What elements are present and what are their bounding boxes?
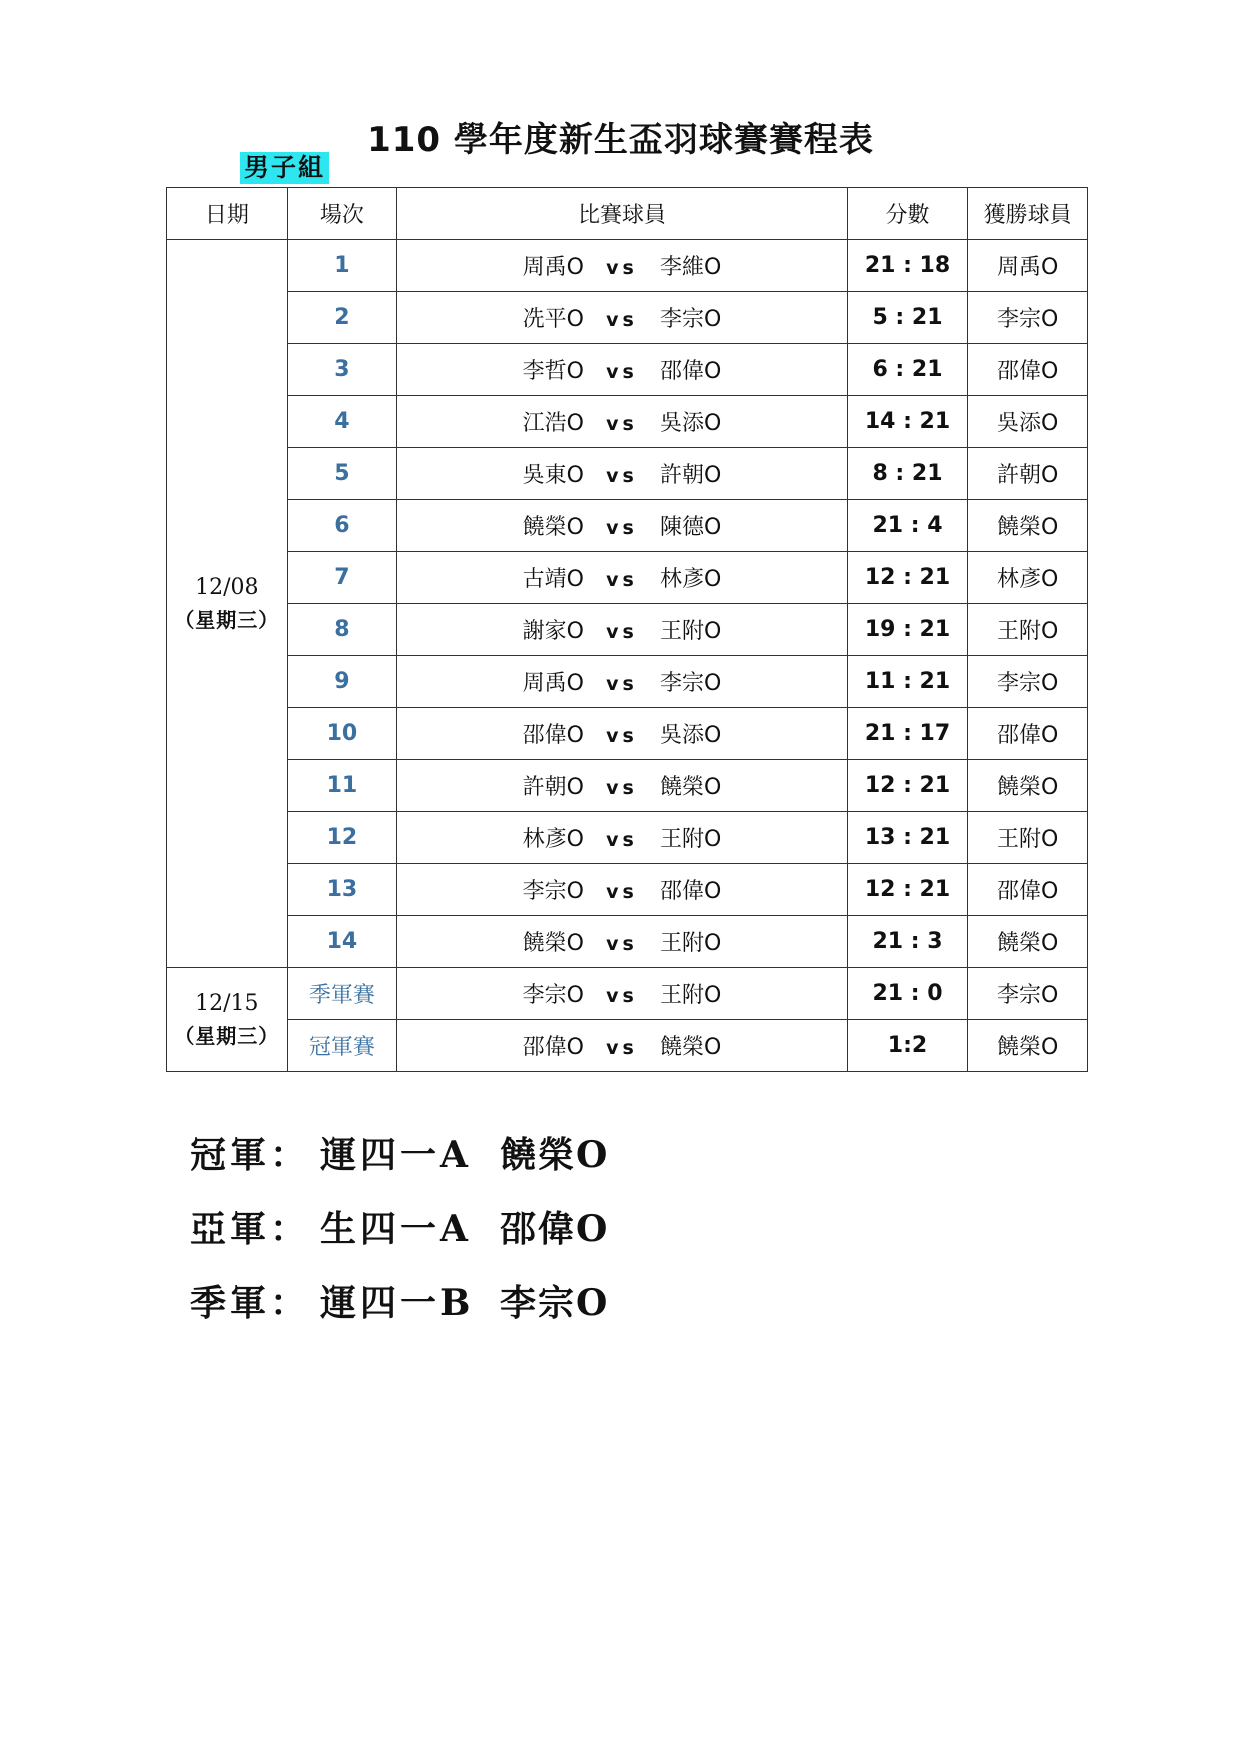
player-2: 陳德O [659,515,722,540]
award-title: 冠軍： [190,1134,311,1176]
match-number: 5 [287,448,397,500]
score-cell: 12 : 21 [847,552,968,604]
award-title: 季軍： [190,1282,311,1324]
weekday-value: （星期三） [174,607,280,632]
players-cell [397,396,847,448]
match-number: 8 [287,604,397,656]
player-2: 饒榮O [659,1035,722,1060]
players-cell [397,708,847,760]
vs-label: vs [606,725,638,747]
awards-list [190,1118,609,1340]
players-cell [397,812,847,864]
player-2: 李宗O [659,307,722,332]
player-1: 周禹O [522,671,584,696]
player-2: 王附O [659,827,722,852]
award-name: 邵偉O [500,1208,610,1250]
players-cell [397,344,847,396]
score-cell: 14 : 21 [847,396,968,448]
winner-cell: 邵偉O [968,864,1088,916]
player-1: 江浩O [522,411,584,436]
match-number: 10 [287,708,397,760]
score-cell: 21 : 0 [847,968,968,1020]
vs-label: vs [606,881,638,903]
score-cell: 21 : 18 [847,240,968,292]
table-row [167,344,1088,396]
vs-label: vs [606,413,638,435]
award-row-runner-up [190,1192,609,1266]
players-cell [397,448,847,500]
vs-label: vs [606,777,638,799]
table-row [167,864,1088,916]
match-number: 冠軍賽 [287,1020,397,1072]
winner-cell: 許朝O [968,448,1088,500]
players-cell [397,240,847,292]
player-2: 王附O [659,983,722,1008]
match-number: 4 [287,396,397,448]
players-cell [397,292,847,344]
vs-label: vs [606,985,638,1007]
vs-label: vs [606,465,638,487]
winner-cell: 林彥O [968,552,1088,604]
vs-label: vs [606,621,638,643]
vs-label: vs [606,1037,638,1059]
score-cell: 5 : 21 [847,292,968,344]
match-number: 12 [287,812,397,864]
winner-cell: 饒榮O [968,500,1088,552]
player-2: 李維O [659,255,722,280]
winner-cell: 王附O [968,604,1088,656]
player-1: 林彥O [522,827,584,852]
table-row [167,552,1088,604]
score-cell: 8 : 21 [847,448,968,500]
winner-cell: 邵偉O [968,344,1088,396]
table-row [167,708,1088,760]
score-cell: 13 : 21 [847,812,968,864]
score-cell: 12 : 21 [847,864,968,916]
match-number: 13 [287,864,397,916]
player-2: 吳添O [659,411,722,436]
award-name: 李宗O [500,1282,610,1324]
players-cell [397,604,847,656]
winner-cell: 周禹O [968,240,1088,292]
winner-cell: 王附O [968,812,1088,864]
table-row [167,656,1088,708]
date-value: 12/08 [195,574,259,600]
winner-cell: 李宗O [968,968,1088,1020]
table-row [167,604,1088,656]
header-score: 分數 [847,188,968,240]
player-1: 李哲O [522,359,584,384]
group-label: 男子組 [240,152,329,184]
date-value: 12/15 [195,990,259,1016]
players-cell [397,656,847,708]
player-2: 邵偉O [659,359,722,384]
score-cell: 21 : 17 [847,708,968,760]
table-row [167,916,1088,968]
vs-label: vs [606,829,638,851]
award-title: 亞軍： [190,1208,311,1250]
winner-cell: 李宗O [968,292,1088,344]
score-cell: 1:2 [847,1020,968,1072]
table-row [167,968,1088,1020]
vs-label: vs [606,309,638,331]
vs-label: vs [606,517,638,539]
winner-cell: 李宗O [968,656,1088,708]
player-2: 王附O [659,619,722,644]
score-cell: 19 : 21 [847,604,968,656]
player-2: 吳添O [659,723,722,748]
table-row [167,1020,1088,1072]
schedule-table [166,187,1088,1072]
winner-cell: 饒榮O [968,1020,1088,1072]
player-2: 邵偉O [659,879,722,904]
player-2: 林彥O [659,567,722,592]
vs-label: vs [606,257,638,279]
date-cell [167,968,288,1072]
award-row-third [190,1266,609,1340]
match-number: 9 [287,656,397,708]
score-cell: 11 : 21 [847,656,968,708]
match-number: 11 [287,760,397,812]
player-1: 邵偉O [522,723,584,748]
score-cell: 12 : 21 [847,760,968,812]
players-cell [397,968,847,1020]
players-cell [397,500,847,552]
player-1: 饒榮O [522,515,584,540]
page-title: 110 學年度新生盃羽球賽賽程表 [367,120,874,160]
header-match: 場次 [287,188,397,240]
weekday-value: （星期三） [174,1023,280,1048]
players-cell [397,1020,847,1072]
table-row [167,760,1088,812]
player-2: 李宗O [659,671,722,696]
award-class: 運四一A [320,1134,472,1176]
winner-cell: 吳添O [968,396,1088,448]
player-1: 吳東O [522,463,584,488]
player-2: 王附O [659,931,722,956]
player-1: 古靖O [522,567,584,592]
player-2: 許朝O [659,463,722,488]
players-cell [397,760,847,812]
vs-label: vs [606,569,638,591]
match-number: 7 [287,552,397,604]
winner-cell: 饒榮O [968,760,1088,812]
table-row [167,812,1088,864]
player-1: 許朝O [522,775,584,800]
header-winner: 獲勝球員 [968,188,1088,240]
match-number: 2 [287,292,397,344]
vs-label: vs [606,933,638,955]
table-header-row [167,188,1088,240]
player-2: 饒榮O [659,775,722,800]
header-players: 比賽球員 [397,188,847,240]
player-1: 邵偉O [522,1035,584,1060]
table-row [167,448,1088,500]
table-row [167,396,1088,448]
player-1: 冼平O [522,307,584,332]
date-cell [167,240,288,968]
players-cell [397,864,847,916]
players-cell [397,552,847,604]
score-cell: 21 : 3 [847,916,968,968]
match-number: 3 [287,344,397,396]
match-number: 季軍賽 [287,968,397,1020]
winner-cell: 邵偉O [968,708,1088,760]
score-cell: 21 : 4 [847,500,968,552]
score-cell: 6 : 21 [847,344,968,396]
award-row-champion [190,1118,609,1192]
match-number: 1 [287,240,397,292]
header-date: 日期 [167,188,288,240]
table-row [167,500,1088,552]
table-row [167,240,1088,292]
table-row [167,292,1088,344]
player-1: 周禹O [522,255,584,280]
player-1: 饒榮O [522,931,584,956]
player-1: 李宗O [522,879,584,904]
players-cell [397,916,847,968]
award-class: 運四一B [320,1282,475,1324]
award-class: 生四一A [320,1208,472,1250]
match-number: 6 [287,500,397,552]
award-name: 饒榮O [500,1134,610,1176]
vs-label: vs [606,361,638,383]
player-1: 謝家O [522,619,584,644]
player-1: 李宗O [522,983,584,1008]
match-number: 14 [287,916,397,968]
winner-cell: 饒榮O [968,916,1088,968]
vs-label: vs [606,673,638,695]
